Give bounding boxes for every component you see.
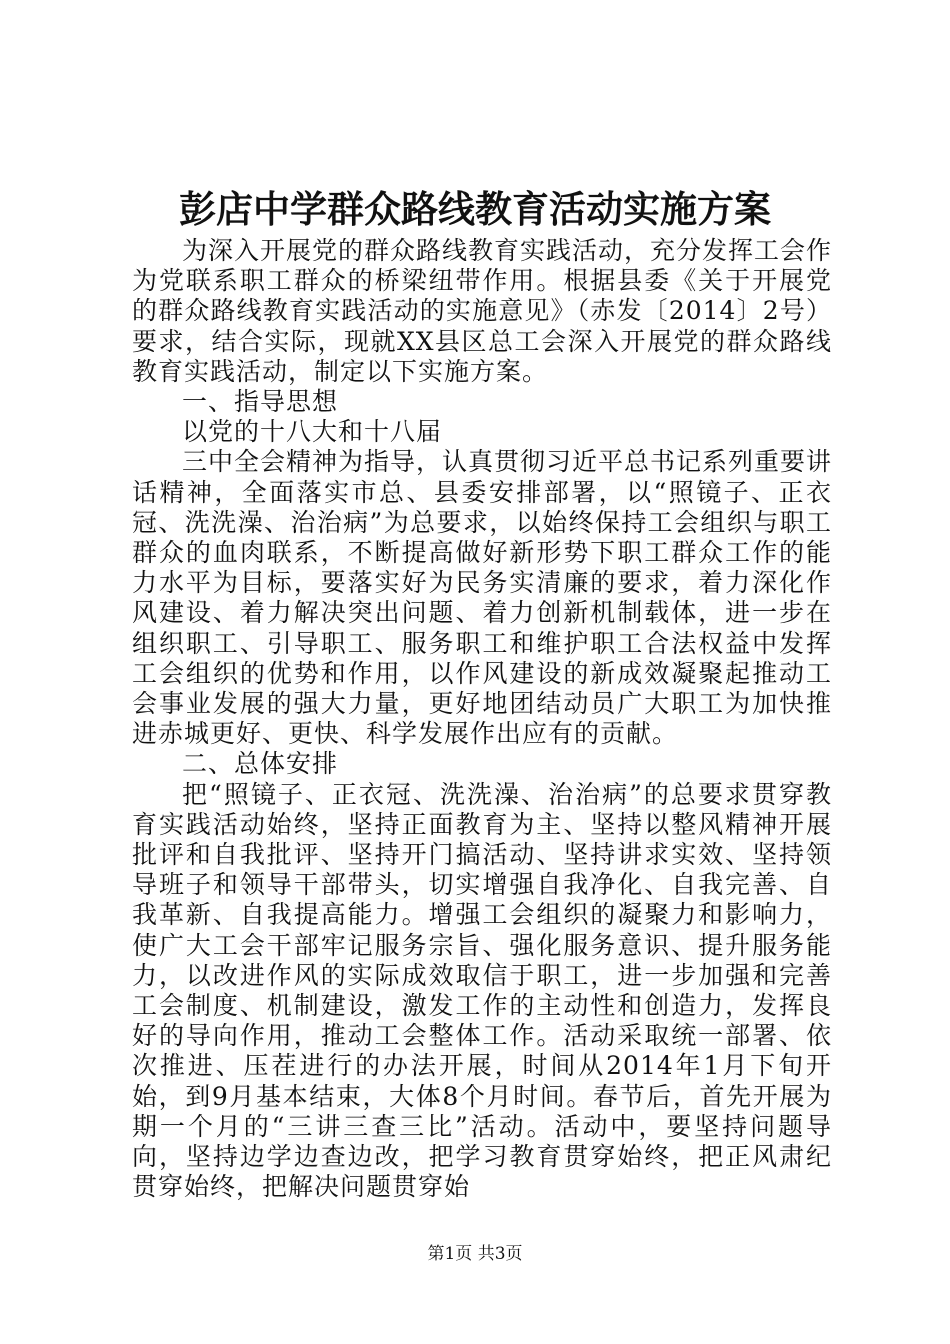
paragraph: 三中全会精神为指导，认真贯彻习近平总书记系列重要讲话精神，全面落实市总、县委安排部署，以“照镜子、正衣冠、洗洗澡、治治病”为总要求，以始终保持工会组织与职工群众的血肉联系，不断提高做好新形势下职工群众工作的能力水平为目标，要落实好为民务实清廉的要求，着力深化作风建设、着力解决突出问题、着力创新机制载体，进一步在组织职工、引导职工、服务职工和维护职工合法权益中发挥工会组织的优势和作用，以作风建设的新成效凝聚起推动工会事业发展的强大力量，更好地团结动员广大职工为加快推进赤城更好、更快、科学发展作出应有的贡献。: [132, 447, 833, 749]
paragraph: 把“照镜子、正衣冠、洗洗澡、治治病”的总要求贯穿教育实践活动始终，坚持正面教育为主、坚持以整风精神开展批评和自我批评、坚持开门搞活动、坚持讲求实效、坚持领导班子和领导干部带头，切实增强自我净化、自我完善、自我革新、自我提高能力。增强工会组织的凝聚力和影响力，使广大工会干部牢记服务宗旨、强化服务意识、提升服务能力，以改进作风的实际成效取信于职工，进一步加强和完善工会制度、机制建设，激发工作的主动性和创造力，发挥良好的导向作用，推动工会整体工作。活动采取统一部署、依次推进、压茬进行的办法开展，时间从2014年1月下旬开始，到9月基本结束，大体8个月时间。春节后，首先开展为期一个月的“三讲三查三比”活动。活动中，要坚持问题导向，坚持边学边查边改，把学习教育贯穿始终，把正风肃纪贯穿始终，把解决问题贯穿始: [132, 779, 832, 1202]
section-heading: 一、指导思想: [182, 387, 339, 417]
document-title: 彭店中学群众路线教育活动实施方案: [179, 188, 771, 231]
paragraph: 为深入开展党的群众路线教育实践活动，充分发挥工会作为党联系职工群众的桥梁纽带作用。根据县委《关于开展党的群众路线教育实践活动的实施意见》（赤发〔2014〕2号）要求，结合实际，现就XX县区总工会深入开展党的群众路线教育实践活动，制定以下实施方案。: [132, 236, 833, 386]
document-body: [132, 236, 832, 1203]
section-heading: 二、总体安排: [182, 749, 339, 779]
paragraph-lead: 以党的十八大和十八届: [182, 417, 443, 447]
page-footer: 第1页 共3页: [427, 1244, 523, 1264]
